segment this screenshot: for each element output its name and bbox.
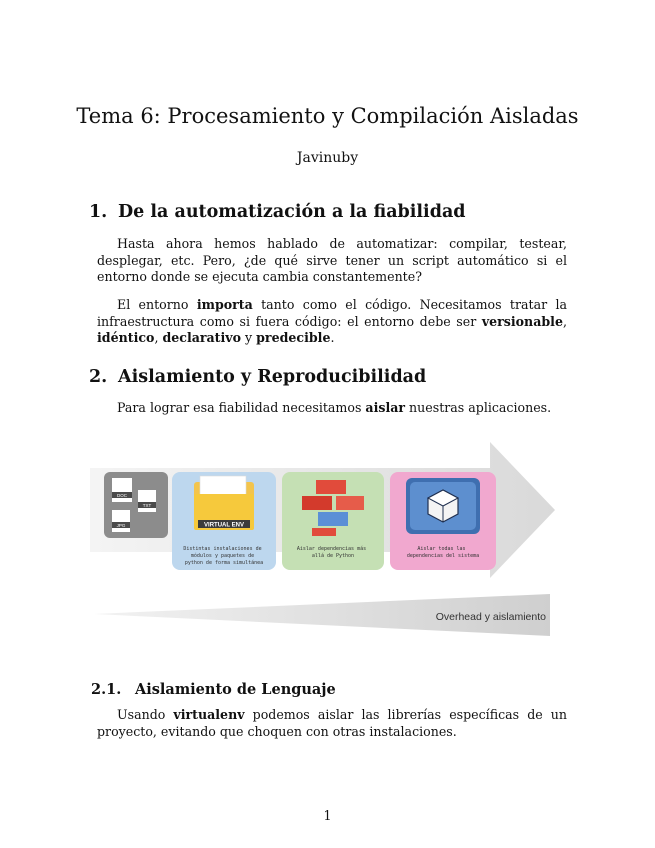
files-panel [104,472,168,538]
section-heading-2 [89,367,427,387]
caption-1: Distintas instalaciones de módulos y paquetes de python de forma simultánea [183,546,264,566]
svg-text:DOC: DOC [117,493,127,498]
paragraph-4: Usando virtualenv podemos aislar las librerías específicas de un proyecto, evitando que choquen con otras instalaciones. [97,707,567,739]
paragraph-2: El entorno importa tanto como el código. Necesitamos tratar la infraestructura como si fuera código: el entorno debe ser versionable, idéntico, declarativo y predecible. [97,297,567,345]
subsection-number: 2.1. [91,681,122,698]
subsection-heading-2-1 [91,681,336,698]
virtualbox-card [390,472,496,570]
virtualenv-card [172,472,276,570]
paragraph-1: Hasta ahora hemos hablado de automatizar: compilar, testear, desplegar, etc. Pero, ¿de qué sirve tener un script automático si el entorno donde se ejecuta cambia constantemente? [97,236,567,284]
subsection-title: Aislamiento de Lenguaje [135,681,336,698]
overhead-label: Overhead y aislamiento [435,611,546,623]
section-title: De la automatización a la fiabilidad [118,202,466,222]
section-number: 2. [89,367,108,387]
file-icon-jpg [112,510,130,532]
file-icon-txt [138,490,156,512]
section-number: 1. [89,202,108,222]
section-heading-1 [89,202,466,222]
file-icon-doc [112,478,132,502]
caption-3: Aislar todas las dependencias del sistema [406,546,480,559]
document-author: Javinuby [296,150,359,166]
caption-2: Aislar dependencias más allá de Python [296,546,367,559]
svg-text:JPG: JPG [116,523,126,528]
paragraph-3: Para lograr esa fiabilidad necesitamos aislar nuestras aplicaciones. [117,400,552,415]
folder-label: VIRTUAL ENV [204,522,244,529]
page-number: 1 [323,808,332,823]
svg-text:TXT: TXT [142,503,152,508]
section-title: Aislamiento y Reproducibilidad [118,367,427,387]
containers-card [282,472,384,570]
isolation-figure [90,438,560,640]
document-title: Tema 6: Procesamiento y Compilación Aisladas [76,104,579,128]
